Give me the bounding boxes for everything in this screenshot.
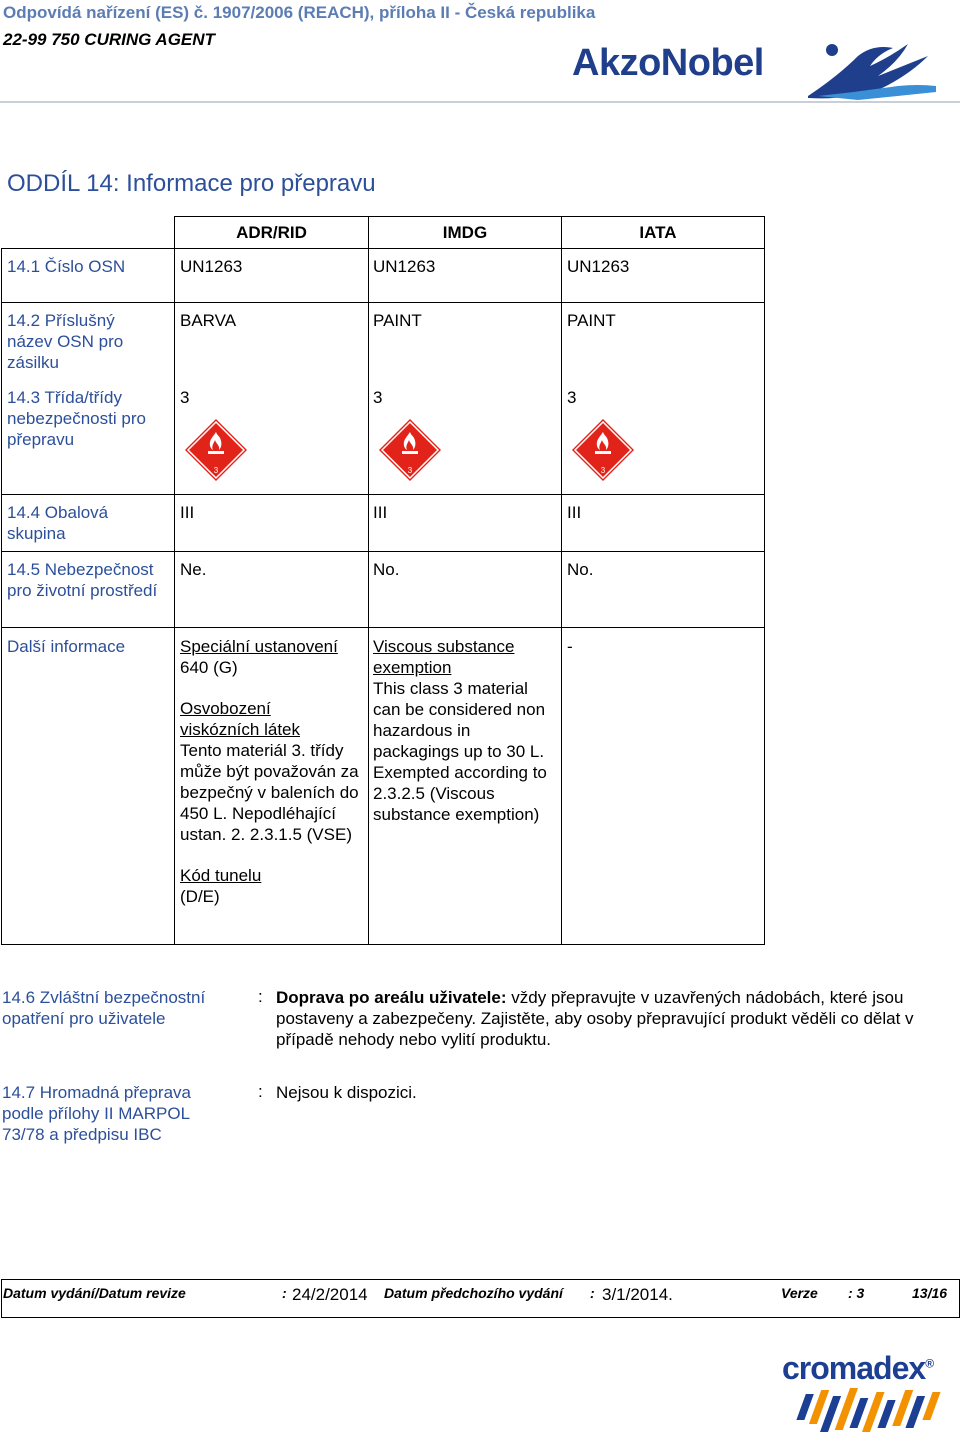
row-line-1 [1, 248, 765, 249]
un-number-adr: UN1263 [180, 257, 243, 276]
cromadex-logo [780, 1350, 958, 1438]
col-line-4 [764, 216, 765, 945]
section-14-6-bold: Doprava po areálu uživatele: [276, 988, 507, 1007]
row-line-5 [1, 627, 765, 628]
row-label-env-hazard: 14.5 Nebezpečnost pro životní prostředí [7, 560, 158, 600]
prev-date-value: 3/1/2014. [602, 1285, 673, 1304]
table-top-border [174, 216, 765, 217]
cromadex-trademark: ® [925, 1356, 934, 1371]
issue-date-colon: : [282, 1285, 287, 1301]
flammable-liquid-placard-icon [571, 418, 635, 482]
shipping-name-iata: PAINT [567, 311, 616, 330]
col-header-adr: ADR/RID [236, 223, 307, 242]
env-hazard-adr: Ne. [180, 560, 207, 579]
version-label: Verze [781, 1285, 818, 1301]
viscous-exemption-text-cz: Tento materiál 3. třídy může být považován za bezpečný v baleních do 450 L. Nepodléhající ustan. 2. 2.3.1.5 (VSE) [180, 741, 359, 844]
issue-date-label: Datum vydání/Datum revize [3, 1285, 186, 1301]
placard-number-imdg: 3 [407, 466, 413, 475]
section-14-6-label: 14.6 Zvláštní bezpečnostní opatření pro uživatele [2, 988, 206, 1028]
akzonobel-logo-text: AkzoNobel [572, 42, 764, 84]
section-14-6-text: vždy přepravujte v uzavřených nádobách, které jsou postaveny a zabezpečeny. Zajistěte, aby osoby přepravující produkt věděli co dělat v případě nehody nebo vylití produktu. [276, 988, 914, 1049]
section-14-7-value: Nejsou k dispozici. [276, 1083, 417, 1102]
viscous-exemption-text-en: This class 3 material can be considered non hazardous in packagings up to 30 L. Exempted according to 2.3.2.5 (Viscous substance exemption) [373, 679, 547, 824]
col-header-iata: IATA [639, 223, 677, 242]
special-provision-value: 640 (G) [180, 658, 238, 677]
regulation-header: Odpovídá nařízení (ES) č. 1907/2006 (REACH), příloha II - Česká republika [3, 3, 596, 22]
row-label-other-info: Další informace [7, 637, 126, 656]
viscous-exemption-heading-en: Viscous substance exemption [373, 637, 515, 677]
un-number-imdg: UN1263 [373, 257, 436, 276]
viscous-exemption-heading-cz: Osvobození viskózních látek [180, 699, 300, 739]
product-name: 22-99 750 CURING AGENT [3, 30, 215, 49]
packing-group-adr: III [180, 503, 195, 522]
special-provision-heading: Speciální ustanovení [180, 637, 338, 656]
row-line-3 [1, 494, 765, 495]
flammable-liquid-placard-icon [184, 418, 248, 482]
section-14-7-label: 14.7 Hromadná přeprava podle přílohy II MARPOL 73/78 a předpisu IBC [2, 1083, 192, 1144]
section-title: ODDÍL 14: Informace pro přepravu [7, 170, 376, 197]
akzonobel-figure-icon [798, 36, 938, 102]
packing-group-iata: III [567, 503, 582, 522]
row-label-packing-group: 14.4 Obalová skupina [7, 503, 109, 543]
header-divider [0, 101, 960, 103]
section-14-6-colon: : [258, 987, 263, 1006]
row-label-shipping-name: 14.2 Příslušný název OSN pro zásilku [7, 311, 124, 372]
issue-date-value: 24/2/2014 [292, 1285, 368, 1304]
tunnel-code-value: (D/E) [180, 887, 220, 906]
hazard-class-imdg: 3 [373, 388, 383, 407]
table-bottom-border [1, 944, 765, 945]
hazard-class-iata: 3 [567, 388, 577, 407]
page-number: 13/16 [912, 1285, 948, 1301]
packing-group-imdg: III [373, 503, 388, 522]
col-header-imdg: IMDG [442, 223, 488, 242]
env-hazard-imdg: No. [373, 560, 400, 579]
col-line-3 [561, 216, 562, 945]
tunnel-code-heading: Kód tunelu [180, 866, 262, 885]
placard-number-iata: 3 [600, 466, 606, 475]
other-info-imdg [373, 636, 557, 825]
section-14-7-colon: : [258, 1082, 263, 1101]
cromadex-logo-text: cromadex [782, 1350, 926, 1386]
row-line-4 [1, 551, 765, 552]
akzonobel-logo [570, 36, 960, 102]
footer [1, 1279, 960, 1318]
flammable-liquid-placard-icon [378, 418, 442, 482]
env-hazard-iata: No. [567, 560, 594, 579]
version-value: : 3 [848, 1285, 865, 1301]
row-line-2 [1, 302, 765, 303]
col-line-2 [368, 216, 369, 945]
un-number-iata: UN1263 [567, 257, 630, 276]
row-label-un-number: 14.1 Číslo OSN [7, 257, 126, 276]
other-info-adr [180, 636, 366, 907]
table-left-border [1, 248, 2, 945]
col-line-1 [174, 216, 175, 945]
section-14-6-value [276, 987, 951, 1050]
cromadex-stripes-icon [780, 1388, 958, 1438]
prev-date-label: Datum předchozího vydání [384, 1285, 563, 1301]
row-label-hazard-class: 14.3 Třída/třídy nebezpečnosti pro přepravu [7, 388, 146, 449]
hazard-class-adr: 3 [180, 388, 190, 407]
other-info-iata: - [567, 637, 573, 656]
shipping-name-adr: BARVA [180, 311, 237, 330]
shipping-name-imdg: PAINT [373, 311, 422, 330]
placard-number-adr: 3 [213, 466, 219, 475]
prev-date-colon: : [590, 1285, 595, 1301]
